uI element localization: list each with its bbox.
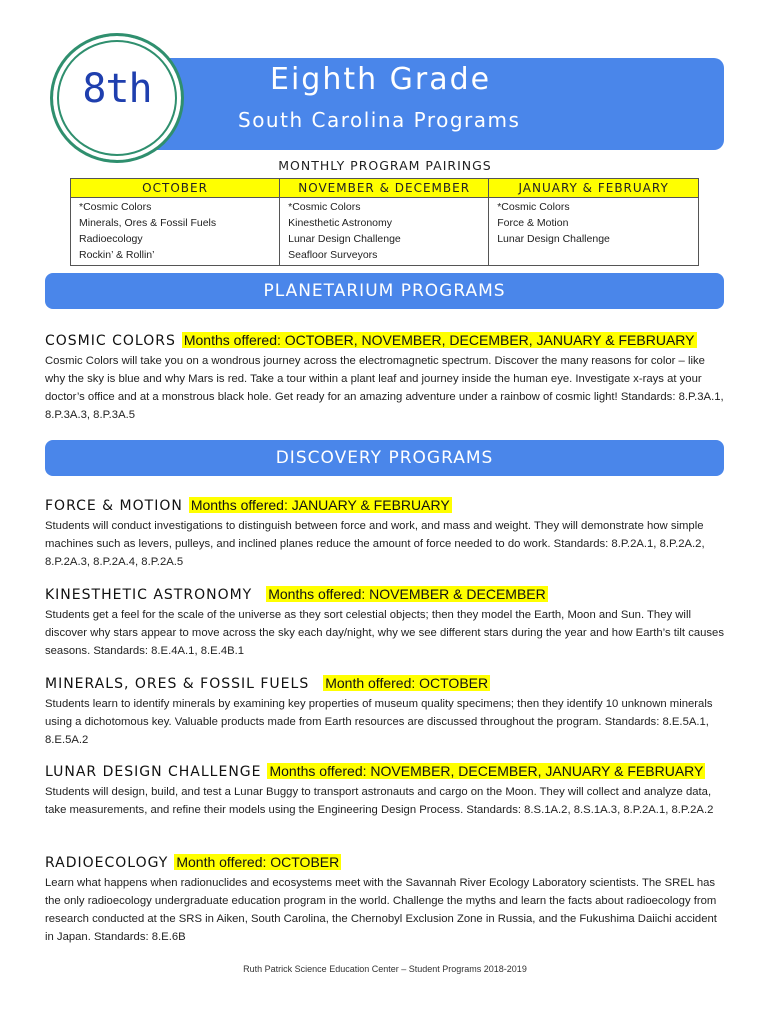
pairings-header-jan-feb: JANUARY & FEBRUARY xyxy=(489,179,699,198)
pairings-item: Kinesthetic Astronomy xyxy=(288,217,392,229)
pairings-item: *Cosmic Colors xyxy=(79,201,152,213)
program-radioecology xyxy=(45,851,725,946)
program-header xyxy=(45,329,725,352)
program-lunar-design-challenge xyxy=(45,760,725,819)
grade-badge-text: 8th xyxy=(82,66,152,112)
pairings-item: Lunar Design Challenge xyxy=(497,233,610,245)
program-description: Students will conduct investigations to distinguish between force and work, and mass and weight. They will demonstrate how simple machines such as levers, pulleys, and inclined planes reduce the amount of force needed to do work. Standards: 8.P.2A.1, 8.P.2A.2, 8.P.2A.3, 8.P.2A.4, 8.P.2A.5 xyxy=(45,520,705,568)
program-cosmic-colors xyxy=(45,329,725,424)
pairings-item: *Cosmic Colors xyxy=(288,201,361,213)
page-subtitle: South Carolina Programs xyxy=(238,108,521,132)
program-kinesthetic-astronomy xyxy=(45,583,725,660)
pairings-item: Lunar Design Challenge xyxy=(288,233,401,245)
pairings-body-row xyxy=(71,198,699,266)
pairings-cell-october xyxy=(71,198,280,266)
pairings-item: *Cosmic Colors xyxy=(497,201,570,213)
title-banner xyxy=(148,58,724,150)
grade-badge xyxy=(50,33,184,163)
pairings-header-october: OCTOBER xyxy=(71,179,280,198)
program-name: FORCE & MOTION xyxy=(45,498,183,514)
program-force-motion xyxy=(45,494,725,571)
program-description: Students learn to identify minerals by examining key properties of museum quality specimens; then they identify 10 unknown minerals using a dichotomous key. Valuable products made from Earth resources are discussed throughout the program. Standards: 8.E.5A.1, 8.E.5A.2 xyxy=(45,698,713,746)
program-header xyxy=(45,494,725,517)
months-offered: Months offered: NOVEMBER & DECEMBER xyxy=(268,586,546,602)
planetarium-heading: PLANETARIUM PROGRAMS xyxy=(45,273,724,309)
pairings-heading: MONTHLY PROGRAM PAIRINGS xyxy=(278,158,492,173)
program-description: Students get a feel for the scale of the universe as they sort celestial objects; then they model the Earth, Moon and Sun. They will discover why stars appear to move across the sky each day/night, why we see different stars during the year and how Earth’s tilt causes seasons. Standards: 8.E.4A.1, 8.E.4B.1 xyxy=(45,609,724,657)
pairings-table xyxy=(70,178,699,266)
footer: Ruth Patrick Science Education Center – Student Programs 2018-2019 xyxy=(243,964,527,974)
page-title: Eighth Grade xyxy=(270,62,492,97)
program-header xyxy=(45,672,725,695)
program-header xyxy=(45,851,725,874)
program-description: Learn what happens when radionuclides and ecosystems meet with the Savannah River Ecology Laboratory scientists. The SREL has the only radioecology undergraduate education program in the world. Challenge the myths and learn the facts about radioecology from research conducted at the SRS in Aiken, South Carolina, the Chernobyl Exclusion Zone in Russia, and the Fukushima Daiichi accident in Japan. Standards: 8.E.6B xyxy=(45,877,717,943)
program-name: MINERALS, ORES & FOSSIL FUELS xyxy=(45,676,310,692)
pairings-item: Radioecology xyxy=(79,233,143,245)
pairings-cell-nov-dec xyxy=(280,198,489,266)
months-offered: Month offered: OCTOBER xyxy=(325,675,489,691)
pairings-cell-jan-feb xyxy=(489,198,699,266)
program-name: LUNAR DESIGN CHALLENGE xyxy=(45,764,262,780)
discovery-heading: DISCOVERY PROGRAMS xyxy=(45,440,724,476)
pairings-header-row xyxy=(71,179,699,198)
months-offered: Months offered: JANUARY & FEBRUARY xyxy=(190,497,450,513)
program-minerals-ores-fossil-fuels xyxy=(45,672,725,749)
pairings-item: Minerals, Ores & Fossil Fuels xyxy=(79,217,217,229)
program-header xyxy=(45,760,725,783)
program-name: RADIOECOLOGY xyxy=(45,855,169,871)
pairings-item: Rockin’ & Rollin’ xyxy=(79,249,155,261)
program-description: Cosmic Colors will take you on a wondrous journey across the electromagnetic spectrum. Discover the many reasons for color – like why the sky is blue and why Mars is red. Take a tour within a plant leaf and journey inside the human eye. Investigate x-rays at your doctor’s office and at a monstrous black hole. Get ready for an amazing adventure under a rainbow of cosmic light! Standards: 8.P.3A.1, 8.P.3A.3, 8.P.3A.5 xyxy=(45,355,724,421)
program-header xyxy=(45,583,725,606)
program-name: KINESTHETIC ASTRONOMY xyxy=(45,587,253,603)
pairings-header-nov-dec: NOVEMBER & DECEMBER xyxy=(280,179,489,198)
pairings-item: Seafloor Surveyors xyxy=(288,249,378,261)
program-name: COSMIC COLORS xyxy=(45,333,176,349)
program-description: Students will design, build, and test a Lunar Buggy to transport astronauts and cargo on the Moon. They will collect and analyze data, take measurements, and refine their models using the Engineering Design Process. Standards: 8.S.1A.2, 8.S.1A.3, 8.P.2A.1, 8.P.2A.2 xyxy=(45,786,714,816)
months-offered: Months offered: NOVEMBER, DECEMBER, JANUARY & FEBRUARY xyxy=(269,763,704,779)
pairings-item: Force & Motion xyxy=(497,217,569,229)
months-offered: Month offered: OCTOBER xyxy=(176,854,340,870)
months-offered: Months offered: OCTOBER, NOVEMBER, DECEMBER, JANUARY & FEBRUARY xyxy=(183,332,695,348)
